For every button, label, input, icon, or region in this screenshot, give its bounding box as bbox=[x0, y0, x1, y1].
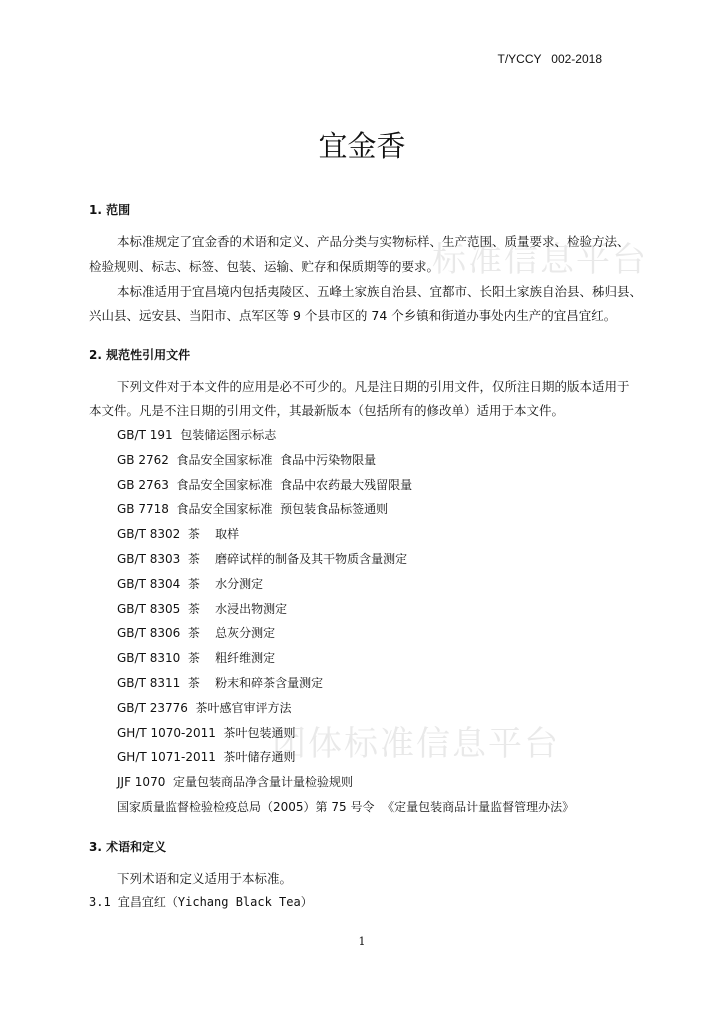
reference-item: GB 7718 食品安全国家标准 预包装食品标签通则 bbox=[117, 502, 389, 516]
reference-item: 国家质量监督检验检疫总局（2005）第 75 号令 《定量包装商品计量监督管理办法》 bbox=[117, 800, 575, 814]
reference-item: GB/T 8311 茶 粉末和碎茶含量测定 bbox=[117, 676, 324, 690]
reference-item: JJF 1070 定量包装商品净含量计量检验规则 bbox=[117, 775, 353, 789]
page-number: 1 bbox=[358, 935, 366, 948]
reference-item: GB/T 191 包装储运图示标志 bbox=[117, 428, 277, 442]
reference-item: GB/T 8304 茶 水分测定 bbox=[117, 577, 264, 591]
document-title: 宜金香 bbox=[318, 129, 406, 163]
term-definition-heading: 3.1 宜昌宜红（Yichang Black Tea） bbox=[89, 895, 313, 909]
reference-item: GB/T 8305 茶 水浸出物测定 bbox=[117, 602, 288, 616]
reference-item: GB 2762 食品安全国家标准 食品中污染物限量 bbox=[117, 453, 377, 467]
reference-item: GB/T 8302 茶 取样 bbox=[117, 527, 240, 541]
section-heading-terms: 3. 术语和定义 bbox=[89, 840, 167, 854]
reference-item: GB/T 8310 茶 粗纤维测定 bbox=[117, 651, 276, 665]
watermark-text: 团体标准信息平台 bbox=[272, 724, 560, 764]
reference-item: GB/T 8303 茶 磨碎试样的制备及其干物质含量测定 bbox=[117, 552, 408, 566]
section-heading-scope: 1. 范围 bbox=[89, 203, 131, 217]
paragraph-line: 本标准适用于宜昌境内包括夷陵区、五峰土家族自治县、宜都市、长阳土家族自治县、秭归县、 bbox=[117, 284, 643, 299]
paragraph-line: 本标准规定了宜金香的术语和定义、产品分类与实物标样、生产范围、质量要求、检验方法、 bbox=[117, 234, 630, 249]
watermark-text: 标准信息平台 bbox=[432, 240, 648, 280]
reference-item: GB/T 8306 茶 总灰分测定 bbox=[117, 626, 276, 640]
reference-item: GB 2763 食品安全国家标准 食品中农药最大残留限量 bbox=[117, 478, 413, 492]
reference-item: GB/T 23776 茶叶感官审评方法 bbox=[117, 701, 292, 715]
paragraph-line: 兴山县、远安县、当阳市、点军区等 9 个县市区的 74 个乡镇和街道办事处内生产的宜昌宜红。 bbox=[89, 308, 617, 323]
paragraph-line: 下列文件对于本文件的应用是必不可少的。凡是注日期的引用文件，仅所注日期的版本适用于 bbox=[117, 379, 630, 394]
standard-code: T/YCCY 002-2018 bbox=[497, 52, 602, 66]
paragraph-line: 检验规则、标志、标签、包装、运输、贮存和保质期等的要求。 bbox=[89, 259, 440, 274]
reference-item: GH/T 1071-2011 茶叶储存通则 bbox=[117, 750, 296, 764]
paragraph-line: 下列术语和定义适用于本标准。 bbox=[117, 871, 293, 886]
reference-item: GH/T 1070-2011 茶叶包装通则 bbox=[117, 726, 296, 740]
paragraph-line: 本文件。凡是不注日期的引用文件，其最新版本（包括所有的修改单）适用于本文件。 bbox=[89, 403, 565, 418]
section-heading-normative-references: 2. 规范性引用文件 bbox=[89, 348, 191, 362]
